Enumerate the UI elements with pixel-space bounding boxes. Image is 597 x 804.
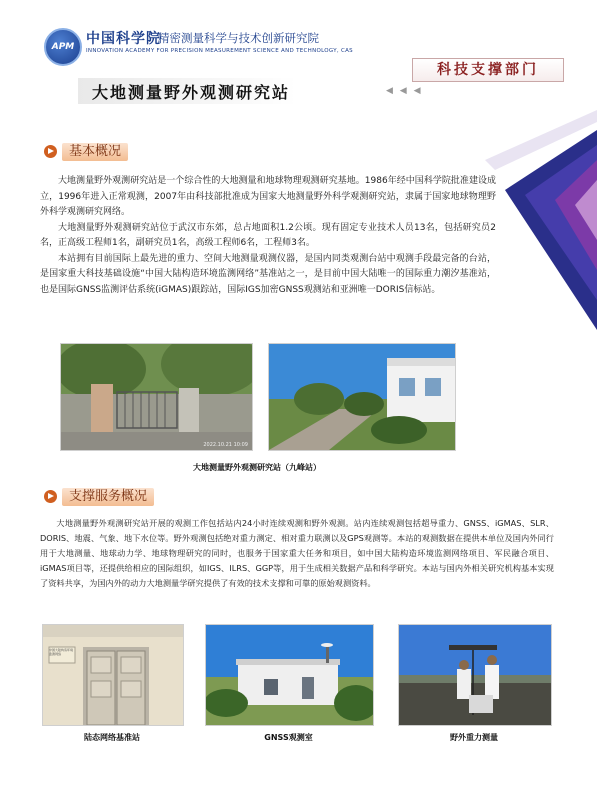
institute-logo: APM [44,28,82,66]
overview-paragraph: 大地测量野外观测研究站位于武汉市东郊，总占地面积1.2公顷。现有固定专业技术人员13名，包括研究员2名，正高级工程师1名，副研究员1名，高级工程师6名，工程师3名。 [40,222,496,248]
field-gravity-photo [398,624,552,726]
page-title: 大地测量野外观测研究站 [92,83,291,102]
station-gate-photo [60,343,253,451]
decorative-ribbon [485,100,597,350]
section-bullet-icon [44,145,57,158]
title-arrows-icon: ◀ ◀ ◀ [386,86,423,96]
photo-caption-gnss-room: GNSS观测室 [264,733,313,742]
overview-paragraph: 大地测量野外观测研究站是一个综合性的大地测量和地球物理观测研究基地。1986年经中国科学院批准建设成立，1996年进入正常观测，2007年由科技部批准成为国家大地测量野外科学观测研究站，隶属于国家地球物理野外科学观测研究网络。 [40,176,496,217]
services-text [40,516,554,591]
photo-caption-reference-station: 陆态网络基准站 [84,733,140,742]
photo-caption-field-gravity: 野外重力测量 [450,733,498,742]
sign-text: 中国大陆构造环境监测网络 [49,648,74,656]
services-paragraph: 大地测量野外观测研究站开展的观测工作包括站内24小时连续观测和野外观测。站内连续观测包括超导重力、GNSS、iGMAS、SLR、DORIS、地震、气象、地下水位等。野外观测包括绝对重力测定、相对重力联测以及GPS观测等。本站的观测数据在提供本单位及国内外同行用于大地测量、地球动力学、地球物理研究的同时，也服务于国家重大任务和项目，如中国大陆构造环境监测网络项目、军民融合项目、iGMAS项目等，还提供给相应的国际组织，如IGS、ILRS、GGP等，用于生成相关数据产品和科学研究。本站与国内外相关研究机构基本实现了资料共享，为国内外的动力大地测量学研究提供了有效的技术支撑和可靠的原始观测资料。 [40,518,554,588]
gnss-room-photo [205,624,374,726]
photo-caption-station: 大地测量野外观测研究站（九峰站） [193,463,321,472]
reference-station-photo [42,624,184,726]
station-building-photo [268,343,456,451]
section-heading-overview: 基本概况 [62,143,128,161]
institute-name-en: INNOVATION ACADEMY FOR PRECISION MEASUREMENT SCIENCE AND TECHNOLOGY, CAS [86,48,353,54]
overview-paragraph: 本站拥有目前国际上最先进的重力、空间大地测量观测仪器，是国内同类观测台站中观测手段最完备的台站，是国家重大科技基础设施“中国大陆构造环境监测网络”基准站之一，是目前中国大陆唯一的国际重力潮汐基准站，也是国际GNSS监测评估系统(iGMAS)跟踪站，国际IGS加密GNSS观测站和亚洲唯一DORIS信标站。 [40,253,496,295]
department-badge: 科技支撑部门 [412,58,564,82]
photo-timestamp: 2022.10.21 10:09 [203,442,248,448]
section-heading-services: 支撑服务概况 [62,488,154,506]
overview-text [40,174,496,298]
cas-name: 中国科学院 [86,31,161,47]
section-bullet-icon [44,490,57,503]
institute-name-cn: 精密测量科学与技术创新研究院 [158,31,319,45]
